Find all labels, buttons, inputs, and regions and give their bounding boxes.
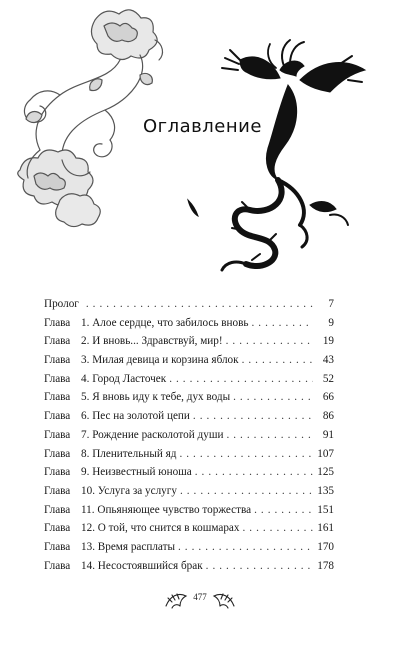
toc-title: 8. Пленительный яд bbox=[81, 447, 177, 460]
toc-leader-dots bbox=[179, 445, 313, 464]
toc-title: 7. Рождение расколотой души bbox=[81, 428, 224, 441]
toc-entry-chapter-5[interactable] bbox=[44, 388, 334, 407]
toc-entry-chapter-10[interactable] bbox=[44, 482, 334, 501]
toc-page-number: 151 bbox=[317, 503, 334, 516]
toc-leader-dots bbox=[180, 482, 313, 501]
toc-entry-chapter-9[interactable] bbox=[44, 463, 334, 482]
phoenix-icon bbox=[180, 30, 380, 280]
toc-entry-chapter-3[interactable] bbox=[44, 351, 334, 370]
toc-leader-dots bbox=[242, 351, 313, 370]
toc-label: Глава bbox=[44, 447, 71, 460]
toc-title: 1. Алое сердце, что забилось вновь bbox=[81, 316, 249, 329]
toc-page-number: 9 bbox=[328, 316, 334, 329]
toc-page-number: 107 bbox=[317, 447, 334, 460]
toc-leader-dots bbox=[242, 519, 313, 538]
toc-title: 12. О той, что снится в кошмарах bbox=[81, 522, 240, 535]
toc-page-number: 170 bbox=[317, 540, 334, 553]
toc-entry-chapter-8[interactable] bbox=[44, 445, 334, 464]
toc-page-number: 135 bbox=[317, 484, 334, 497]
toc-label: Глава bbox=[44, 540, 71, 553]
toc-label: Глава bbox=[44, 354, 71, 367]
toc-page-number: 161 bbox=[317, 522, 334, 535]
toc-label: Глава bbox=[44, 316, 71, 329]
toc-entry-chapter-14[interactable] bbox=[44, 557, 334, 576]
toc-title: 11. Опьяняющее чувство торжества bbox=[81, 503, 252, 516]
toc-leader-dots bbox=[206, 557, 313, 576]
toc-leader-dots bbox=[178, 538, 313, 557]
toc-entry-prologue[interactable] bbox=[44, 295, 334, 314]
toc-page-number: 178 bbox=[317, 559, 334, 572]
toc-label: Пролог bbox=[44, 298, 79, 310]
toc-leader-dots bbox=[195, 463, 313, 482]
page-number: 477 bbox=[193, 592, 207, 602]
toc-label: Глава bbox=[44, 428, 71, 441]
toc-label: Глава bbox=[44, 522, 71, 535]
toc-page-number: 19 bbox=[322, 335, 334, 348]
toc-leader-dots bbox=[252, 314, 314, 333]
toc-page-number: 7 bbox=[328, 298, 334, 310]
toc-title: 14. Несостоявшийся брак bbox=[81, 559, 203, 572]
toc-title: 3. Милая девица и корзина яблок bbox=[81, 354, 239, 367]
toc-entry-chapter-6[interactable] bbox=[44, 407, 334, 426]
toc-entry-chapter-7[interactable] bbox=[44, 426, 334, 445]
toc-label: Глава bbox=[44, 466, 71, 479]
toc-leader-dots bbox=[226, 332, 313, 351]
toc-leader-dots bbox=[233, 388, 313, 407]
toc-leader-dots bbox=[86, 295, 313, 314]
toc-page-number: 52 bbox=[322, 372, 334, 385]
toc-entry-chapter-11[interactable] bbox=[44, 501, 334, 520]
page-title: Оглавление bbox=[143, 116, 262, 137]
toc-entry-chapter-4[interactable] bbox=[44, 370, 334, 389]
toc-label: Глава bbox=[44, 484, 71, 497]
toc-page-number: 125 bbox=[317, 466, 334, 479]
toc-label: Глава bbox=[44, 391, 71, 404]
toc-title: 13. Время расплаты bbox=[81, 540, 176, 553]
toc-title: 4. Город Ласточек bbox=[81, 372, 167, 385]
toc-page-number: 66 bbox=[322, 391, 334, 404]
toc-leader-dots bbox=[254, 501, 313, 520]
toc-label: Глава bbox=[44, 335, 71, 348]
toc-label: Глава bbox=[44, 559, 71, 572]
toc-label: Глава bbox=[44, 372, 71, 385]
toc-label: Глава bbox=[44, 410, 71, 423]
toc-entry-chapter-1[interactable] bbox=[44, 314, 334, 333]
page-number-ornament bbox=[160, 588, 240, 612]
toc-leader-dots bbox=[169, 370, 313, 389]
toc-page-number: 43 bbox=[322, 354, 334, 367]
toc-leader-dots bbox=[193, 407, 313, 426]
toc-title: 5. Я вновь иду к тебе, дух воды bbox=[81, 391, 231, 404]
toc-title: 10. Услуга за услугу bbox=[81, 484, 177, 497]
toc-label: Глава bbox=[44, 503, 71, 516]
toc-page-number: 86 bbox=[322, 410, 334, 423]
toc-leader-dots bbox=[226, 426, 313, 445]
toc-title: 2. И вновь... Здравствуй, мир! bbox=[81, 335, 223, 348]
toc-entry-chapter-12[interactable] bbox=[44, 519, 334, 538]
table-of-contents bbox=[44, 295, 334, 575]
toc-page-number: 91 bbox=[322, 428, 334, 441]
toc-entry-chapter-13[interactable] bbox=[44, 538, 334, 557]
toc-title: 6. Пес на золотой цепи bbox=[81, 410, 190, 423]
toc-entry-chapter-2[interactable] bbox=[44, 332, 334, 351]
toc-title: 9. Неизвестный юноша bbox=[81, 466, 192, 479]
